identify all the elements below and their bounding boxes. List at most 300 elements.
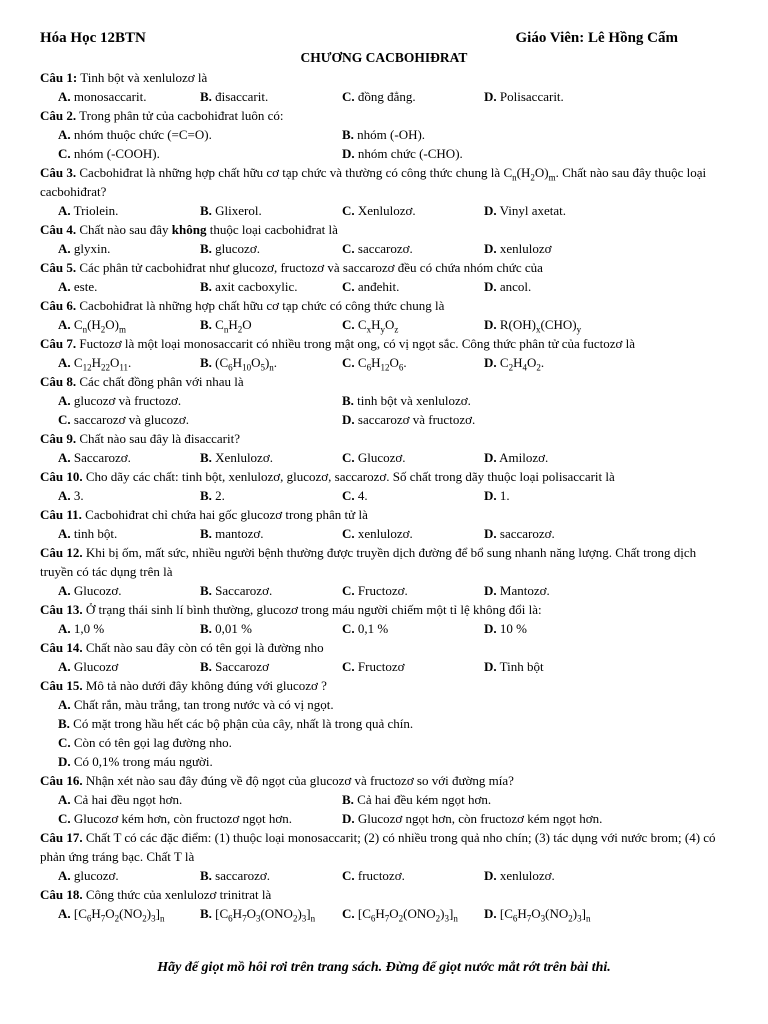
option-letter: D. bbox=[484, 450, 497, 465]
question-text bbox=[40, 106, 730, 125]
answer-option bbox=[342, 790, 626, 809]
option-text: saccarozơ. bbox=[211, 868, 271, 883]
option-letter: A. bbox=[58, 488, 71, 503]
question-item bbox=[40, 296, 730, 334]
question-text bbox=[40, 68, 730, 87]
answer-option bbox=[342, 125, 626, 144]
option-letter: A. bbox=[58, 697, 71, 712]
option-letter: A. bbox=[58, 89, 71, 104]
option-text: tinh bột. bbox=[70, 526, 118, 541]
answer-options bbox=[40, 201, 730, 220]
answer-option bbox=[58, 448, 200, 467]
option-letter: D. bbox=[342, 412, 355, 427]
question-text bbox=[40, 296, 730, 315]
question-number: Câu 9. bbox=[40, 431, 77, 446]
option-text: 3. bbox=[70, 488, 84, 503]
option-letter: D. bbox=[484, 203, 497, 218]
answer-option bbox=[58, 657, 200, 676]
option-text: Fructozơ. bbox=[354, 583, 408, 598]
question-stem: Các chất đồng phân với nhau là bbox=[76, 374, 244, 389]
question-item bbox=[40, 600, 730, 638]
question-item bbox=[40, 771, 730, 828]
question-number: Câu 3. bbox=[40, 165, 77, 180]
question-stem: Chất T có các đặc điểm: (1) thuộc loại monosaccarit; (2) có nhiều trong quả nho chín; (3) tác dụng với nước brom; (4) có phản ứng tráng bạc. Chất T là bbox=[40, 830, 716, 864]
answer-option bbox=[58, 714, 718, 733]
option-text: Có 0,1% trong máu người. bbox=[70, 754, 213, 769]
option-text: Vinyl axetat. bbox=[496, 203, 567, 218]
question-text bbox=[40, 638, 730, 657]
option-text: Amilozơ. bbox=[496, 450, 549, 465]
answer-option bbox=[200, 239, 342, 258]
answer-options bbox=[40, 391, 730, 429]
option-letter: A. bbox=[58, 526, 71, 541]
answer-option bbox=[200, 201, 342, 220]
option-letter: D. bbox=[484, 317, 497, 332]
subject-title: Hóa Học 12BTN bbox=[40, 30, 146, 46]
option-letter: D. bbox=[58, 754, 71, 769]
question-number: Câu 16. bbox=[40, 773, 83, 788]
option-text: $C_2H_4O_2$. bbox=[496, 355, 545, 373]
option-letter: A. bbox=[58, 659, 71, 674]
question-text bbox=[40, 258, 730, 277]
answer-options bbox=[40, 904, 730, 923]
question-number: Câu 11. bbox=[40, 507, 82, 522]
question-text bbox=[40, 334, 730, 353]
answer-option bbox=[342, 201, 484, 220]
chapter-title: CHƯƠNG CACBOHIĐRAT bbox=[300, 50, 468, 65]
answer-option bbox=[342, 315, 484, 334]
answer-option bbox=[58, 144, 342, 163]
question-stem: Cacbohiđrat là những hợp chất hữu cơ tạp chức và thường có công thức chung là $C_n(H_2O)_m$. Chất nào sau đây thuộc loại cacbohiđrat? bbox=[40, 165, 707, 199]
answer-option bbox=[342, 524, 484, 543]
question-item bbox=[40, 220, 730, 258]
question-text bbox=[40, 676, 730, 695]
footer-motto: Hãy để giọt mồ hôi rơi trên trang sách. Đừng để giọt nước mắt rớt trên bài thi. bbox=[157, 960, 611, 975]
option-letter: A. bbox=[58, 583, 71, 598]
option-text: saccarozơ và fructozơ. bbox=[354, 412, 476, 427]
option-text: glucozơ và fructozơ. bbox=[70, 393, 182, 408]
question-item bbox=[40, 676, 730, 771]
answer-options bbox=[40, 448, 730, 467]
option-text: $C_{12}H_{22}O_{11}$. bbox=[70, 355, 132, 373]
option-text: Glucozơ bbox=[70, 659, 119, 674]
option-letter: D. bbox=[484, 583, 497, 598]
option-text: xenlulozơ bbox=[496, 241, 552, 256]
question-number: Câu 12. bbox=[40, 545, 83, 560]
question-number: Câu 15. bbox=[40, 678, 83, 693]
option-letter: D. bbox=[342, 811, 355, 826]
question-stem: Cacbohiđrat là những hợp chất hữu cơ tạp chức có công thức chung là bbox=[76, 298, 445, 313]
question-text bbox=[40, 467, 730, 486]
answer-option bbox=[342, 486, 484, 505]
answer-option bbox=[58, 695, 718, 714]
answer-option bbox=[58, 809, 342, 828]
answer-option bbox=[342, 448, 484, 467]
answer-option bbox=[58, 239, 200, 258]
answer-option bbox=[200, 87, 342, 106]
answer-option bbox=[58, 353, 200, 372]
answer-option bbox=[58, 125, 342, 144]
question-number: Câu 8. bbox=[40, 374, 77, 389]
option-text: Glucozơ ngọt hơn, còn fructozơ kém ngọt hơn. bbox=[354, 811, 603, 826]
question-text bbox=[40, 885, 730, 904]
option-text: 0,01 % bbox=[211, 621, 253, 636]
option-text: nhóm thuộc chức (=C=O). bbox=[70, 127, 212, 142]
question-number: Câu 10. bbox=[40, 469, 83, 484]
question-item bbox=[40, 638, 730, 676]
option-text: axit cacboxylic. bbox=[211, 279, 298, 294]
question-text bbox=[40, 771, 730, 790]
option-letter: B. bbox=[200, 868, 212, 883]
option-letter: B. bbox=[200, 317, 212, 332]
question-item bbox=[40, 68, 730, 106]
answer-options bbox=[40, 277, 730, 296]
answer-option bbox=[200, 866, 342, 885]
option-letter: B. bbox=[200, 203, 212, 218]
question-text bbox=[40, 828, 730, 866]
answer-option bbox=[342, 657, 484, 676]
option-letter: D. bbox=[484, 906, 497, 921]
question-stem: Khi bị ốm, mất sức, nhiều người bệnh thường được truyền dịch đường để bổ sung nhanh năng lượng. Chất trong dịch truyền có tác dụng trên là bbox=[40, 545, 697, 579]
answer-option bbox=[58, 752, 718, 771]
answer-option bbox=[58, 790, 342, 809]
question-number: Câu 5. bbox=[40, 260, 77, 275]
answer-options bbox=[40, 524, 730, 543]
question-text bbox=[40, 220, 730, 239]
option-text: $[C_6H_7O_2(NO_2)_3]_n$ bbox=[70, 906, 165, 924]
question-number: Câu 4. bbox=[40, 222, 77, 237]
answer-options bbox=[40, 581, 730, 600]
option-text: 1. bbox=[496, 488, 510, 503]
option-text: tinh bột và xenlulozơ. bbox=[353, 393, 471, 408]
question-stem: Mô tả nào dưới đây không đúng với glucozơ ? bbox=[82, 678, 327, 693]
answer-option bbox=[58, 524, 200, 543]
answer-option bbox=[200, 448, 342, 467]
option-text: $C_6H_{12}O_6$. bbox=[354, 355, 407, 373]
question-item bbox=[40, 372, 730, 429]
answer-option bbox=[484, 353, 634, 372]
question-stem: Chất nào sau đây là đisaccarit? bbox=[76, 431, 241, 446]
option-text: Cả hai đều kém ngọt hơn. bbox=[353, 792, 492, 807]
question-item bbox=[40, 163, 730, 220]
answer-option bbox=[342, 277, 484, 296]
option-letter: C. bbox=[58, 146, 71, 161]
answer-option bbox=[342, 239, 484, 258]
option-text: 4. bbox=[354, 488, 368, 503]
option-letter: D. bbox=[484, 659, 497, 674]
option-text: saccarozơ và glucozơ. bbox=[70, 412, 190, 427]
question-stem: Các phân tử cacbohiđrat như glucozơ, fructozơ và saccarozơ đều có chứa nhóm chức của bbox=[76, 260, 543, 275]
answer-option bbox=[484, 87, 634, 106]
option-letter: B. bbox=[200, 659, 212, 674]
answer-option bbox=[200, 657, 342, 676]
option-text: 2. bbox=[211, 488, 225, 503]
answer-option bbox=[484, 866, 634, 885]
option-text: nhóm (-OH). bbox=[353, 127, 426, 142]
option-text: Chất rắn, màu trắng, tan trong nước và có vị ngọt. bbox=[70, 697, 334, 712]
question-stem: Nhận xét nào sau đây đúng về độ ngọt của glucozơ và fructozơ so với đường mía? bbox=[82, 773, 514, 788]
answer-option bbox=[58, 581, 200, 600]
option-letter: D. bbox=[484, 488, 497, 503]
answer-option bbox=[58, 619, 200, 638]
option-text: Fructozơ bbox=[354, 659, 405, 674]
option-letter: B. bbox=[200, 488, 212, 503]
answer-option bbox=[342, 866, 484, 885]
question-item bbox=[40, 467, 730, 505]
answer-options bbox=[40, 790, 730, 828]
option-text: 10 % bbox=[496, 621, 527, 636]
option-letter: C. bbox=[342, 488, 355, 503]
option-text: Có mặt trong hầu hết các bộ phận của cây, nhất là trong quả chín. bbox=[69, 716, 414, 731]
option-text: 0,1 % bbox=[354, 621, 389, 636]
option-text: Xenlulozơ. bbox=[354, 203, 416, 218]
answer-option bbox=[58, 315, 200, 334]
option-letter: D. bbox=[484, 868, 497, 883]
question-stem: Fuctozơ là một loại monosaccarit có nhiều trong mật ong, có vị ngọt sắc. Công thức phân tử của fuctozơ là bbox=[76, 336, 636, 351]
option-letter: A. bbox=[58, 868, 71, 883]
question-number: Câu 14. bbox=[40, 640, 83, 655]
question-stem: Công thức của xenlulozơ trinitrat là bbox=[82, 887, 272, 902]
option-letter: C. bbox=[342, 659, 355, 674]
option-letter: C. bbox=[342, 621, 355, 636]
answer-option bbox=[484, 201, 634, 220]
option-text: Saccarozơ. bbox=[211, 583, 273, 598]
question-item bbox=[40, 106, 730, 163]
option-letter: B. bbox=[200, 279, 212, 294]
option-text: Tinh bột bbox=[496, 659, 544, 674]
question-number: Câu 6. bbox=[40, 298, 77, 313]
option-letter: C. bbox=[342, 906, 355, 921]
question-text bbox=[40, 505, 730, 524]
option-text: Xenlulozơ. bbox=[211, 450, 273, 465]
question-item bbox=[40, 885, 730, 923]
option-letter: C. bbox=[342, 241, 355, 256]
question-stem: Tinh bột và xenlulozơ là bbox=[77, 70, 208, 85]
option-letter: B. bbox=[200, 621, 212, 636]
option-letter: C. bbox=[342, 89, 355, 104]
option-letter: A. bbox=[58, 203, 71, 218]
option-letter: C. bbox=[58, 811, 71, 826]
answer-option bbox=[342, 809, 626, 828]
option-text: $R(OH)_x(CHO)_y$ bbox=[496, 317, 582, 335]
option-text: monosaccarit. bbox=[70, 89, 147, 104]
option-text: este. bbox=[70, 279, 98, 294]
answer-option bbox=[200, 904, 342, 923]
question-number: Câu 1: bbox=[40, 70, 78, 85]
answer-option bbox=[484, 277, 634, 296]
option-text: glucozơ. bbox=[211, 241, 260, 256]
question-text bbox=[40, 163, 730, 201]
answer-option bbox=[484, 239, 634, 258]
answer-option bbox=[58, 486, 200, 505]
option-letter: C. bbox=[342, 317, 355, 332]
question-number: Câu 13. bbox=[40, 602, 83, 617]
question-text bbox=[40, 372, 730, 391]
question-item bbox=[40, 334, 730, 372]
question-stem: Chất nào sau đây không thuộc loại cacbohiđrat là bbox=[76, 222, 338, 237]
answer-option bbox=[342, 353, 484, 372]
question-stem: Trong phân tử của cacbohiđrat luôn có: bbox=[76, 108, 284, 123]
answer-option bbox=[342, 410, 626, 429]
answer-option bbox=[58, 410, 342, 429]
question-item bbox=[40, 828, 730, 885]
answer-option bbox=[342, 619, 484, 638]
question-item bbox=[40, 258, 730, 296]
option-text: $C_n(H_2O)_m$ bbox=[70, 317, 127, 335]
option-letter: A. bbox=[58, 393, 71, 408]
option-letter: A. bbox=[58, 621, 71, 636]
answer-option bbox=[58, 87, 200, 106]
option-text: $C_xH_yO_z$ bbox=[354, 317, 399, 335]
option-text: Glucozơ. bbox=[354, 450, 406, 465]
option-text: 1,0 % bbox=[70, 621, 105, 636]
question-stem: Chất nào sau đây còn có tên gọi là đường nho bbox=[82, 640, 324, 655]
answer-option bbox=[200, 524, 342, 543]
answer-option bbox=[342, 904, 484, 923]
question-stem: Ở trạng thái sinh lí bình thường, glucozơ trong máu người chiếm một tỉ lệ không đổi là: bbox=[82, 602, 542, 617]
answer-options bbox=[40, 695, 730, 771]
option-letter: C. bbox=[342, 583, 355, 598]
option-letter: B. bbox=[200, 583, 212, 598]
option-text: đồng đẳng. bbox=[354, 89, 416, 104]
option-letter: B. bbox=[200, 450, 212, 465]
answer-option bbox=[58, 866, 200, 885]
option-letter: D. bbox=[342, 146, 355, 161]
answer-options bbox=[40, 619, 730, 638]
option-text: ancol. bbox=[496, 279, 532, 294]
answer-option bbox=[200, 315, 342, 334]
question-number: Câu 2. bbox=[40, 108, 77, 123]
option-letter: A. bbox=[58, 127, 71, 142]
answer-options bbox=[40, 353, 730, 372]
option-letter: B. bbox=[342, 127, 354, 142]
question-text bbox=[40, 543, 730, 581]
question-item bbox=[40, 429, 730, 467]
answer-option bbox=[58, 904, 200, 923]
option-letter: D. bbox=[484, 89, 497, 104]
option-letter: B. bbox=[200, 906, 212, 921]
question-number: Câu 17. bbox=[40, 830, 83, 845]
answer-option bbox=[200, 353, 342, 372]
option-letter: B. bbox=[200, 89, 212, 104]
teacher-name: Giáo Viên: Lê Hồng Cẩm bbox=[515, 30, 678, 46]
question-stem: Cacbohiđrat chỉ chứa hai gốc glucozơ trong phân tử là bbox=[81, 507, 368, 522]
answer-option bbox=[58, 201, 200, 220]
option-letter: A. bbox=[58, 792, 71, 807]
option-text: nhóm (-COOH). bbox=[70, 146, 160, 161]
option-letter: C. bbox=[342, 450, 355, 465]
option-text: glyxin. bbox=[70, 241, 111, 256]
option-text: Saccarozơ bbox=[211, 659, 269, 674]
question-item bbox=[40, 505, 730, 543]
option-letter: C. bbox=[342, 203, 355, 218]
answer-options bbox=[40, 239, 730, 258]
option-letter: A. bbox=[58, 355, 71, 370]
option-letter: C. bbox=[342, 355, 355, 370]
question-text bbox=[40, 600, 730, 619]
answer-option bbox=[484, 315, 634, 334]
answer-options bbox=[40, 125, 730, 163]
answer-option bbox=[484, 657, 634, 676]
option-letter: A. bbox=[58, 906, 71, 921]
option-text: đisaccarit. bbox=[211, 89, 269, 104]
option-text: anđehit. bbox=[354, 279, 400, 294]
option-letter: C. bbox=[342, 526, 355, 541]
answer-options bbox=[40, 486, 730, 505]
option-letter: C. bbox=[58, 412, 71, 427]
option-text: glucozơ. bbox=[70, 868, 119, 883]
answer-option bbox=[58, 277, 200, 296]
answer-option bbox=[58, 391, 342, 410]
answer-option bbox=[484, 904, 634, 923]
question-list bbox=[40, 68, 730, 923]
answer-option bbox=[58, 733, 718, 752]
question-text bbox=[40, 429, 730, 448]
option-letter: B. bbox=[342, 792, 354, 807]
option-letter: D. bbox=[484, 279, 497, 294]
question-stem: Cho dãy các chất: tinh bột, xenlulozơ, glucozơ, saccarozơ. Số chất trong dãy thuộc loại polisaccarit là bbox=[82, 469, 615, 484]
option-letter: B. bbox=[342, 393, 354, 408]
option-letter: C. bbox=[342, 868, 355, 883]
answer-options bbox=[40, 866, 730, 885]
option-text: fructozơ. bbox=[354, 868, 405, 883]
option-text: mantozơ. bbox=[211, 526, 264, 541]
answer-option bbox=[342, 144, 626, 163]
option-text: Saccarozơ. bbox=[70, 450, 131, 465]
option-letter: D. bbox=[484, 621, 497, 636]
option-text: $(C_6H_{10}O_5)_n$. bbox=[211, 355, 278, 373]
option-letter: A. bbox=[58, 450, 71, 465]
answer-options bbox=[40, 657, 730, 676]
option-letter: B. bbox=[200, 355, 212, 370]
option-letter: D. bbox=[484, 526, 497, 541]
option-letter: A. bbox=[58, 279, 71, 294]
option-text: Glixerol. bbox=[211, 203, 262, 218]
answer-option bbox=[200, 486, 342, 505]
option-letter: C. bbox=[342, 279, 355, 294]
answer-option bbox=[342, 391, 626, 410]
option-text: $C_nH_2O$ bbox=[211, 317, 252, 335]
answer-option bbox=[484, 524, 634, 543]
option-text: Glucozơ. bbox=[70, 583, 122, 598]
option-text: Mantozơ. bbox=[496, 583, 550, 598]
answer-option bbox=[200, 581, 342, 600]
option-letter: D. bbox=[484, 355, 497, 370]
question-item bbox=[40, 543, 730, 600]
option-text: Glucozơ kém hơn, còn fructozơ ngọt hơn. bbox=[70, 811, 293, 826]
option-text: Polisaccarit. bbox=[496, 89, 564, 104]
question-number: Câu 7. bbox=[40, 336, 77, 351]
option-letter: B. bbox=[58, 716, 70, 731]
answer-option bbox=[200, 277, 342, 296]
question-number: Câu 18. bbox=[40, 887, 83, 902]
option-letter: B. bbox=[200, 241, 212, 256]
option-text: xenlulozơ. bbox=[496, 868, 555, 883]
answer-option bbox=[200, 619, 342, 638]
option-letter: B. bbox=[200, 526, 212, 541]
option-text: saccarozơ. bbox=[354, 241, 413, 256]
option-text: Còn có tên gọi lag đường nho. bbox=[70, 735, 232, 750]
answer-option bbox=[342, 581, 484, 600]
option-text: saccarozơ. bbox=[496, 526, 555, 541]
option-text: $[C_6H_7O_3(ONO_2)_3]_n$ bbox=[211, 906, 316, 924]
option-text: Triolein. bbox=[70, 203, 119, 218]
option-letter: A. bbox=[58, 241, 71, 256]
answer-option bbox=[484, 619, 634, 638]
answer-options bbox=[40, 315, 730, 334]
option-letter: D. bbox=[484, 241, 497, 256]
answer-option bbox=[484, 581, 634, 600]
